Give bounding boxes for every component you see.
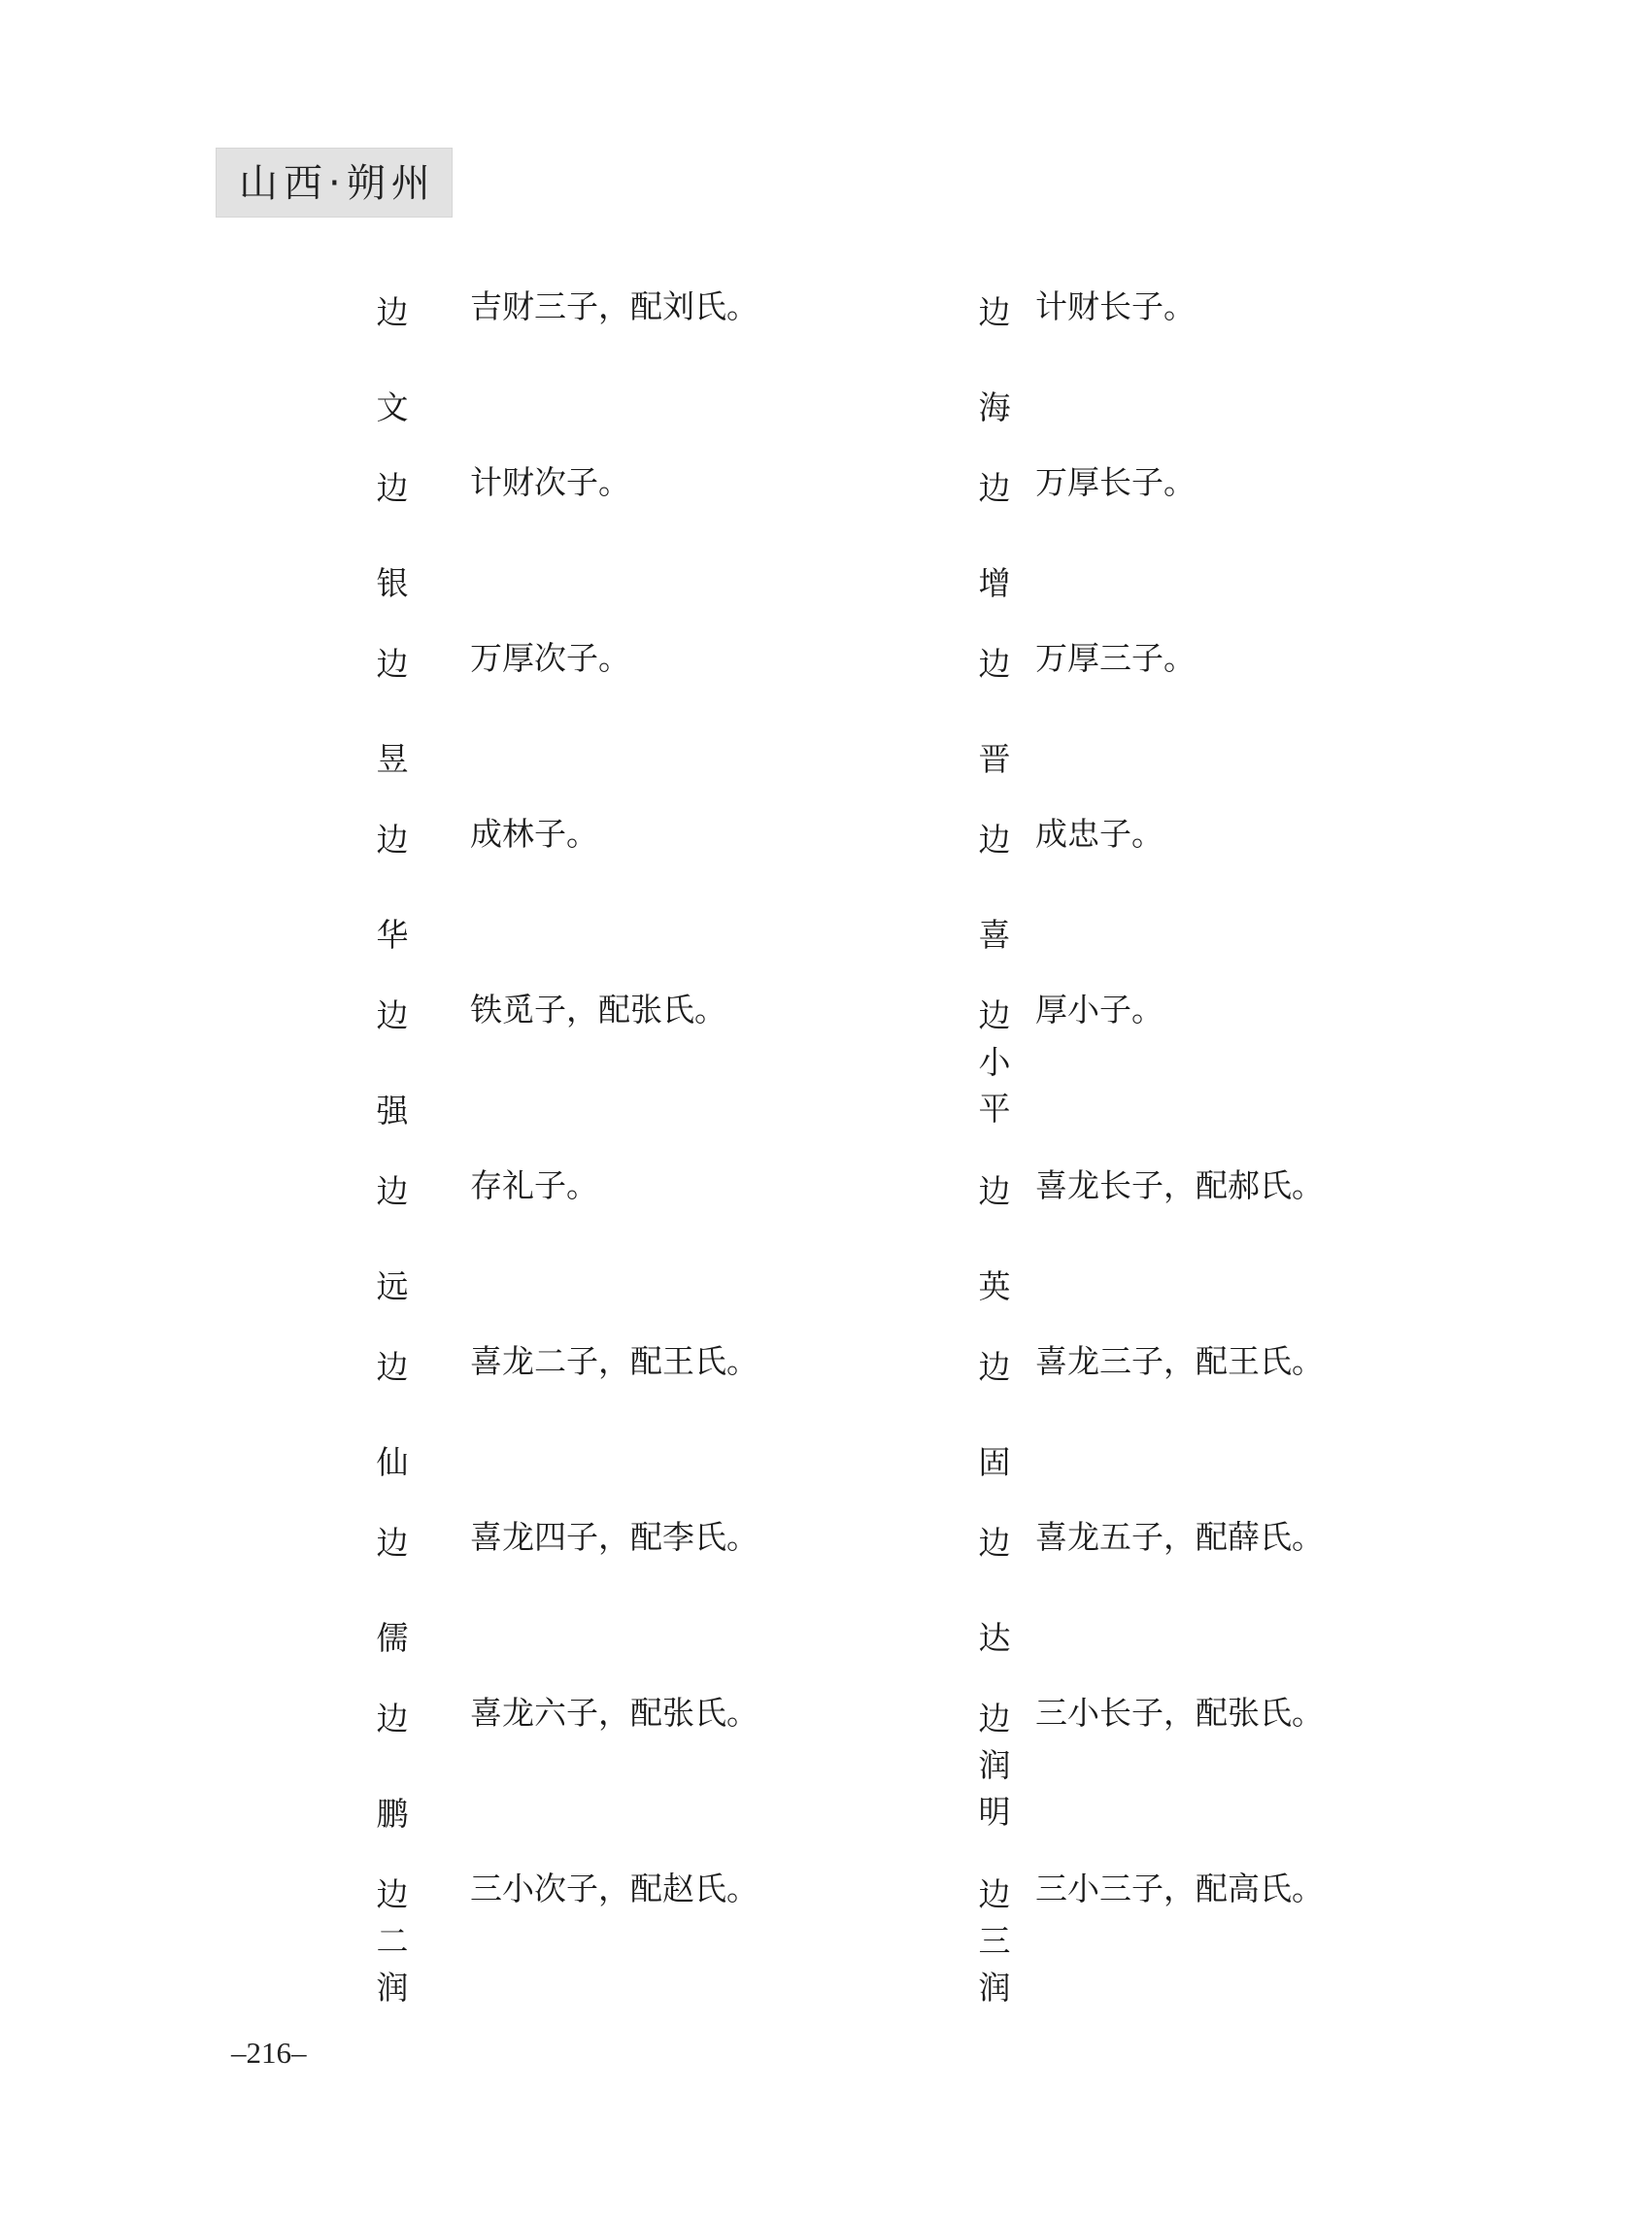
name-char: 边: [978, 1700, 1011, 1737]
name-char: 边: [978, 1348, 1011, 1386]
name-char: 英: [978, 1267, 1011, 1305]
name-char: 喜: [978, 916, 1011, 954]
name-char: 边: [978, 469, 1011, 507]
person-name-left: [373, 815, 412, 954]
name-char: 边: [376, 821, 409, 859]
name-char: 文: [376, 388, 409, 426]
name-char: 海: [978, 388, 1011, 426]
name-char: 银: [376, 564, 409, 602]
name-char: 三: [978, 1922, 1011, 1960]
person-description-right: 厚小子。: [1035, 991, 1163, 1029]
person-description-left: 万厚次子。: [470, 639, 630, 677]
name-char: 润: [978, 1969, 1011, 2007]
name-char: 边: [376, 293, 409, 331]
person-name-left: [373, 1166, 412, 1305]
person-description-right: 三小长子，配张氏。: [1035, 1694, 1324, 1732]
person-description-right: 万厚长子。: [1035, 463, 1196, 501]
name-char: 边: [978, 293, 1011, 331]
person-name-left: [373, 1342, 412, 1481]
name-char: 边: [978, 996, 1011, 1034]
name-char: 边: [978, 1524, 1011, 1562]
header-title: 山西·朔州: [239, 161, 436, 206]
person-name-right: [975, 463, 1014, 602]
person-description-left: 计财次子。: [470, 463, 630, 501]
person-description-right: 三小三子，配高氏。: [1035, 1870, 1324, 1907]
person-name-right: [975, 1166, 1014, 1305]
person-name-left: [373, 1870, 412, 2007]
person-name-left: [373, 1518, 412, 1657]
name-char: 鹏: [376, 1795, 409, 1833]
person-description-left: 吉财三子，配刘氏。: [470, 287, 759, 325]
name-char: 华: [376, 916, 409, 954]
name-char: 固: [978, 1443, 1011, 1481]
person-description-right: 喜龙三子，配王氏。: [1035, 1342, 1324, 1380]
name-char: 达: [978, 1619, 1011, 1657]
person-name-right: [975, 1518, 1014, 1657]
name-char: 边: [376, 1524, 409, 1562]
name-char: 二: [376, 1922, 409, 1960]
person-name-left: [373, 991, 412, 1130]
page-number: –216–: [231, 2036, 307, 2070]
person-name-right: [975, 1870, 1014, 2007]
person-description-left: 三小次子，配赵氏。: [470, 1870, 759, 1907]
person-description-left: 铁觅子，配张氏。: [470, 991, 726, 1029]
name-char: 明: [978, 1793, 1011, 1831]
name-char: 边: [978, 1172, 1011, 1210]
person-name-right: [975, 1342, 1014, 1481]
name-char: 仙: [376, 1443, 409, 1481]
person-name-right: [975, 639, 1014, 778]
name-char: 平: [978, 1090, 1011, 1128]
person-name-left: [373, 287, 412, 426]
name-char: 晋: [978, 740, 1011, 778]
name-char: 润: [376, 1969, 409, 2007]
name-char: 边: [376, 1700, 409, 1737]
name-char: 边: [376, 469, 409, 507]
name-char: 边: [376, 645, 409, 683]
person-name-left: [373, 639, 412, 778]
name-char: 昱: [376, 740, 409, 778]
name-char: 边: [978, 821, 1011, 859]
name-char: 边: [376, 1348, 409, 1386]
person-description-right: 成忠子。: [1035, 815, 1163, 853]
name-char: 强: [376, 1092, 409, 1130]
name-char: 边: [376, 996, 409, 1034]
person-description-left: 喜龙四子，配李氏。: [470, 1518, 759, 1556]
person-description-left: 喜龙二子，配王氏。: [470, 1342, 759, 1380]
name-char: 边: [978, 1875, 1011, 1913]
name-char: 边: [376, 1172, 409, 1210]
person-name-left: [373, 1694, 412, 1833]
name-char: 小: [978, 1043, 1011, 1081]
person-description-right: 计财长子。: [1035, 287, 1196, 325]
person-name-left: [373, 463, 412, 602]
person-name-right: [975, 1694, 1014, 1831]
person-description-right: 万厚三子。: [1035, 639, 1196, 677]
name-char: 儒: [376, 1619, 409, 1657]
person-description-left: 成林子。: [470, 815, 598, 853]
name-char: 润: [978, 1746, 1011, 1784]
name-char: 边: [376, 1875, 409, 1913]
person-description-right: 喜龙五子，配薛氏。: [1035, 1518, 1324, 1556]
person-description-left: 存礼子。: [470, 1166, 598, 1204]
person-name-right: [975, 287, 1014, 426]
person-name-right: [975, 991, 1014, 1128]
person-description-left: 喜龙六子，配张氏。: [470, 1694, 759, 1732]
person-description-right: 喜龙长子，配郝氏。: [1035, 1166, 1324, 1204]
name-char: 远: [376, 1267, 409, 1305]
person-name-right: [975, 815, 1014, 954]
name-char: 边: [978, 645, 1011, 683]
name-char: 增: [978, 564, 1011, 602]
